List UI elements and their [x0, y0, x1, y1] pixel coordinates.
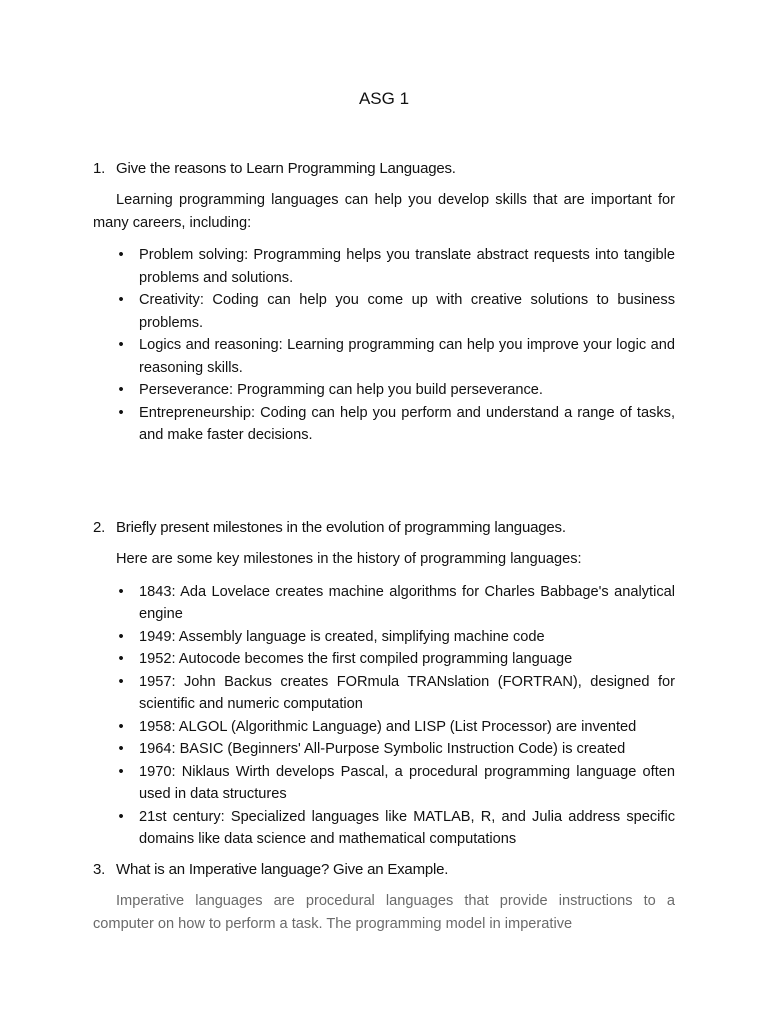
list-item: [93, 671, 675, 716]
bullet-icon: •: [118, 651, 124, 667]
bullet-icon: •: [118, 673, 124, 690]
bullet-icon: •: [118, 628, 124, 645]
bullet-icon: •: [118, 763, 124, 780]
section-number: 2.: [93, 519, 106, 536]
list-item-text: 1949: Assembly language is created, simplifying machine code: [139, 628, 545, 645]
list-item-text: 21st century: Specialized languages like MATLAB, R, and Julia address specific domains like data science and mathematical computations: [139, 808, 675, 847]
list-item: [93, 626, 675, 649]
section-intro: Learning programming languages can help you develop skills that are important for many careers, including:: [93, 192, 675, 231]
list-item: [93, 806, 675, 851]
list-item-text: Entrepreneurship: Coding can help you perform and understand a range of tasks, and make faster decisions.: [139, 404, 675, 443]
bullet-icon: •: [118, 718, 124, 735]
list-item-text: 1958: ALGOL (Algorithmic Language) and LISP (List Processor) are invented: [139, 718, 637, 735]
section-heading-text: Briefly present milestones in the evolution of programming languages.: [116, 519, 566, 536]
section-intro: Imperative languages are procedural languages that provide instructions to a computer on how to perform a task. The programming model in imperative: [93, 893, 675, 932]
bullet-icon: •: [118, 382, 124, 398]
list-item: [93, 761, 675, 806]
list-item-text: 1964: BASIC (Beginners' All-Purpose Symbolic Instruction Code) is created: [139, 741, 626, 757]
section-2: [93, 518, 675, 851]
list-item-text: 1843: Ada Lovelace creates machine algorithms for Charles Babbage's analytical engine: [139, 583, 675, 622]
bullet-icon: •: [118, 337, 124, 353]
list-item: [93, 581, 675, 626]
bullet-icon: •: [118, 808, 124, 825]
section-heading: [93, 518, 675, 538]
section-3: [93, 860, 675, 935]
section-heading: [93, 159, 675, 179]
list-item: [93, 716, 675, 739]
list-item: [93, 738, 675, 761]
section-intro: Here are some key milestones in the history of programming languages:: [116, 551, 582, 567]
section-heading-text: What is an Imperative language? Give an Example.: [116, 861, 449, 878]
bullet-icon: •: [118, 404, 124, 421]
bullet-icon: •: [118, 247, 124, 263]
bullet-icon: •: [118, 292, 124, 308]
section-heading-text: Give the reasons to Learn Programming Languages.: [116, 160, 456, 177]
list-item-text: 1970: Niklaus Wirth develops Pascal, a procedural programming language often used in data structures: [139, 763, 675, 802]
section-number: 3.: [93, 861, 106, 878]
section-heading: [93, 860, 675, 880]
bullet-icon: •: [118, 583, 124, 600]
list-item-text: Creativity: Coding can help you come up with creative solutions to business problems.: [139, 292, 675, 331]
list-item: [93, 648, 675, 671]
bullet-list: [93, 244, 675, 447]
document-title: ASG 1: [358, 89, 410, 108]
bullet-list: [93, 581, 675, 851]
list-item-text: 1952: Autocode becomes the first compiled programming language: [139, 651, 573, 667]
list-item-text: Perseverance: Programming can help you build perseverance.: [139, 382, 543, 398]
list-item-text: 1957: John Backus creates FORmula TRANslation (FORTRAN), designed for scientific and numeric computation: [139, 673, 675, 712]
list-item: [93, 402, 675, 447]
list-item: [93, 379, 675, 402]
list-item-text: Logics and reasoning: Learning programming can help you improve your logic and reasoning skills.: [139, 337, 675, 376]
list-item: [93, 244, 675, 289]
list-item: [93, 334, 675, 379]
list-item: [93, 289, 675, 334]
section-number: 1.: [93, 160, 106, 177]
section-1: [93, 159, 675, 447]
bullet-icon: •: [118, 741, 124, 757]
list-item-text: Problem solving: Programming helps you translate abstract requests into tangible problems and solutions.: [139, 247, 675, 286]
